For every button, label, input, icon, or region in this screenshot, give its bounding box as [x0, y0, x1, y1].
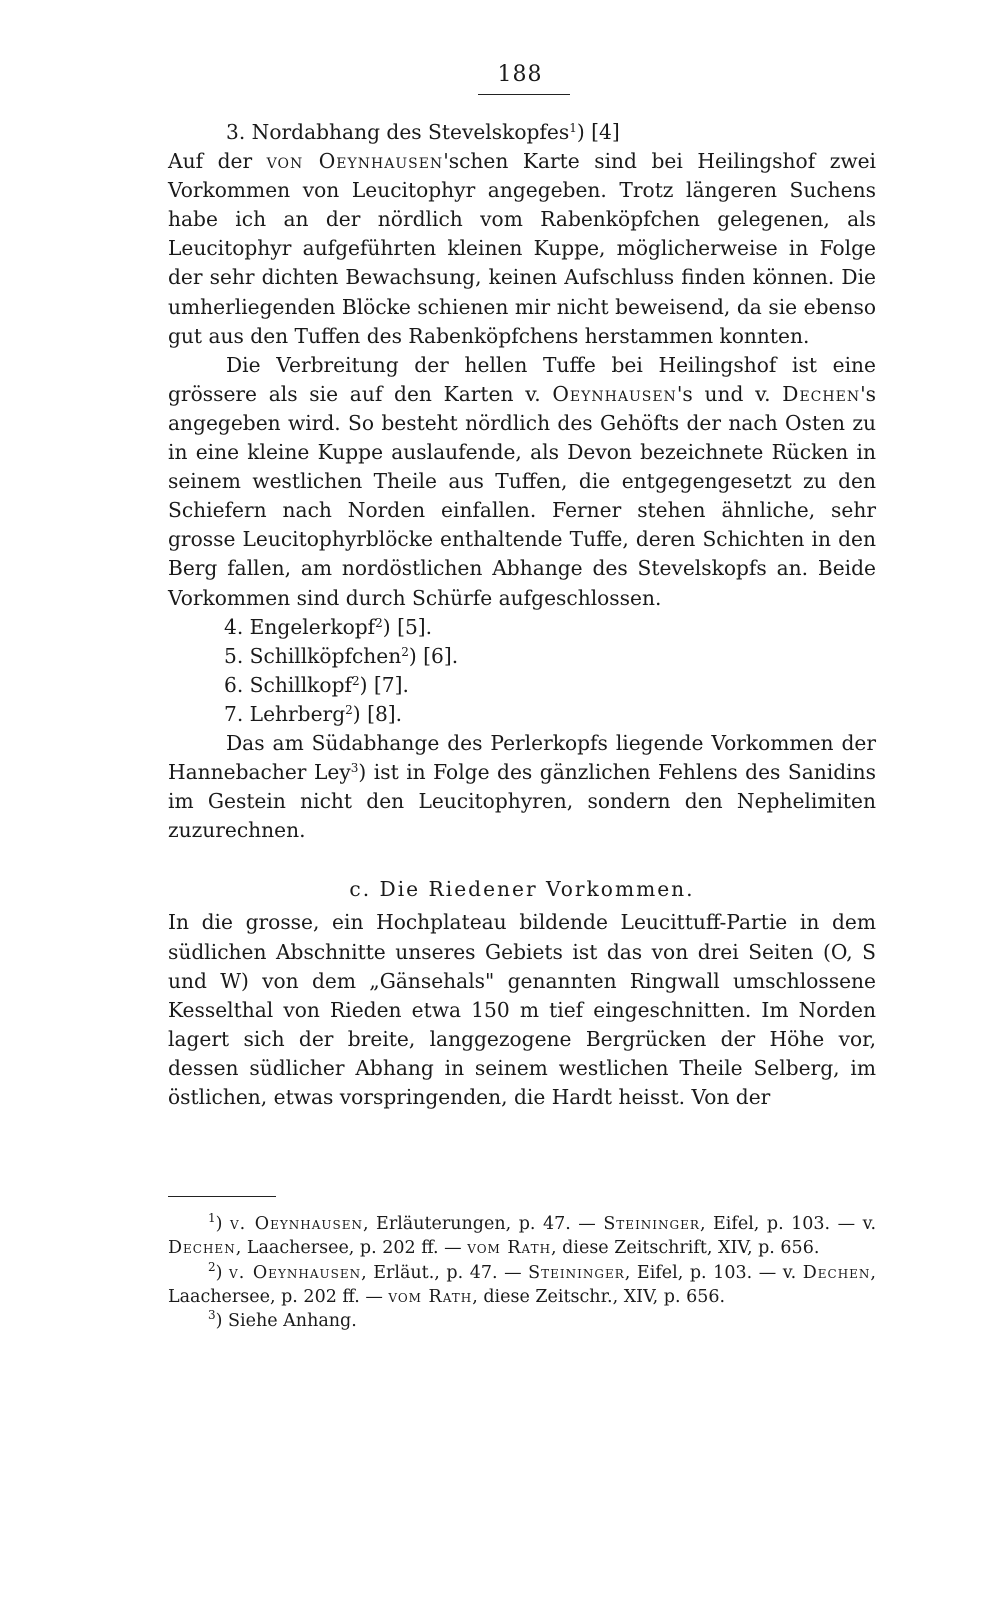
author-name: Dechen [782, 381, 861, 406]
footnote-mark: 3 [208, 1308, 216, 1323]
footnote-ref: 2 [351, 673, 360, 688]
p3-text-a: Das am Südabhange des Perlerkopfs liegende Vorkommen der Hannebacher Ley [168, 730, 876, 785]
footnote-text: , diese Zeitschrift, XIV, p. 656. [551, 1238, 820, 1259]
footnote-text: , Erläut., p. 47. — [361, 1262, 529, 1283]
author-name: vom Rath [467, 1238, 552, 1259]
page-number-rule [478, 94, 570, 95]
footnote-text: , Laachersee, p. 202 ff. — [168, 1262, 876, 1307]
author-name: v. Oeynhausen [229, 1214, 363, 1234]
p2-text-b: 's und v. [676, 381, 783, 406]
author-name: von Oeynhausen [266, 149, 444, 174]
list-item: 4. Engelerkopf$^2$) [5]. [224, 614, 433, 639]
footnote-rule [168, 1196, 276, 1197]
author-name: Steininger [528, 1262, 625, 1283]
author-name: vom Rath [388, 1286, 473, 1307]
author-name: v. Oeynhausen [229, 1262, 362, 1283]
footnote-ref: 1 [569, 121, 577, 135]
list-item: 7. Lehrberg$^2$) [8]. [224, 701, 403, 726]
footnote: $^2$) v. Oeynhausen, Erläut., p. 47. — Steininger, Eifel, p. 103. — v. Dechen, Laachersee, p. 202 ff. — vom Rath, diese Zeitschr., XIV, p. 656. [168, 1259, 876, 1307]
main-text [168, 118, 876, 1112]
footnote-mark: 1 [208, 1211, 216, 1225]
footnote-text: , Laachersee, p. 202 ff. — [235, 1238, 468, 1259]
footnote-text: Siehe Anhang. [222, 1311, 357, 1332]
list-item: 5. Schillköpfchen$^2$) [6]. [224, 643, 459, 668]
footnote-text: , Erläuterungen, p. 47. — [362, 1214, 604, 1234]
list-item-text: 7. Lehrberg [224, 701, 346, 726]
footnote-ref: 3 [350, 761, 359, 776]
footnote: $^1$) v. Oeynhausen, Erläuterungen, p. 47. — Steininger, Eifel, p. 103. — v. Dechen, Laachersee, p. 202 ff. — vom Rath, diese Zeitschrift, XIV, p. 656. [168, 1211, 877, 1259]
footnote-mark: 2 [208, 1259, 216, 1274]
section-3-heading-text: 3. Nordabhang des Stevelskopfes [226, 120, 570, 144]
locality-list [168, 613, 876, 729]
section-3-heading: 3. Nordabhang des Stevelskopfes$^1$) [4] [226, 120, 620, 144]
author-name: Dechen [168, 1238, 236, 1259]
author-name: Steininger [603, 1214, 700, 1234]
footnote-text: , Eifel, p. 103. — v. [624, 1262, 803, 1283]
p3-text-b: ist in Folge des gänzlichen Fehlens des Sanidins im Gestein nicht den Leucitophyren, sondern den Nephelimiten zuzurechnen. [168, 760, 876, 843]
page-number: 188 [497, 62, 543, 87]
list-item-text: 4. Engelerkopf [224, 614, 376, 639]
p2-text-a: Die Verbreitung der hellen Tuffe bei Heilingshof ist eine grössere als sie auf den Karten v. [168, 352, 876, 406]
paragraph-1 [168, 147, 876, 351]
footnote-text: , diese Zeitschr., XIV, p. 656. [472, 1286, 726, 1307]
footnote-text: , Eifel, p. 103. — v. [699, 1214, 877, 1234]
footnotes [168, 1212, 876, 1333]
author-name: Oeynhausen [552, 381, 677, 406]
footnote-ref: 2 [401, 644, 409, 659]
p1-text-a: Auf der [168, 149, 267, 174]
author-name: Dechen [802, 1262, 871, 1283]
section-c-heading: c. Die Riedener Vorkommen. [349, 877, 695, 902]
map-ref: [6]. [423, 643, 459, 668]
footnote-ref: 2 [345, 702, 353, 717]
map-ref: [4] [591, 120, 620, 144]
paragraph-3: Das am Südabhange des Perlerkopfs liegende Vorkommen der Hannebacher Ley$^3$) ist in Folge des gänzlichen Fehlens des Sanidins im Gestein nicht den Leucitophyren, sondern den Nephelimiten zuzurechnen. [168, 730, 876, 843]
paragraph-2 [168, 351, 876, 613]
map-ref: [7]. [373, 672, 409, 697]
footnote: $^3$) Siehe Anhang. [208, 1308, 357, 1332]
map-ref: [5]. [397, 614, 433, 639]
paragraph-4: In die grosse, ein Hochplateau bildende Leucittuff-Partie in dem südlichen Abschnitte unseres Gebiets ist das von drei Seiten (O, S und W) von dem „Gänsehals" genannten Ringwall umschlossene Kesselthal von Rieden etwa 150 m tief eingeschnitten. Im Norden lagert sich der breite, langgezogene Bergrücken der Höhe vor, dessen südlicher Abhang in seinem westlichen Theile Selberg, im östlichen, etwas vorspringenden, die Hardt heisst. Von der [168, 910, 876, 1109]
list-item: 6. Schillkopf$^2$) [7]. [224, 672, 409, 697]
list-item-text: 6. Schillkopf [224, 672, 352, 697]
list-item-text: 5. Schillköpfchen [224, 643, 402, 668]
p2-text-c: 's angegeben wird. So besteht nördlich des Gehöfts der nach Osten zu in eine kleine Kuppe auslaufende, als Devon bezeichnete Rücken in seinem westlichen Theile aus Tuffen, die entgegengesetzt zu den Schiefern nach Norden einfallen. Ferner stehen ähnliche, sehr grosse Leucitophyrblöcke enthaltende Tuffe, deren Schichten in den Berg fallen, am nordöstlichen Abhange des Stevelskopfs an. Beide Vorkommen sind durch Schürfe aufgeschlossen. [168, 381, 876, 610]
footnote-ref: 2 [375, 615, 383, 630]
map-ref: [8]. [367, 701, 403, 726]
p1-text-b: 'schen Karte sind bei Heilingshof zwei Vorkommen von Leucitophyr angegeben. Trotz längeren Suchens habe ich an der nördlich vom Rabenköpfchen gelegenen, als Leucitophyr aufgeführten kleinen Kuppe, möglicherweise in Folge der sehr dichten Bewachsung, keinen Aufschluss finden können. Die umherliegenden Blöcke schienen mir nicht beweisend, da sie ebenso gut aus den Tuffen des Rabenköpfchens herstammen konnten. [168, 149, 877, 348]
